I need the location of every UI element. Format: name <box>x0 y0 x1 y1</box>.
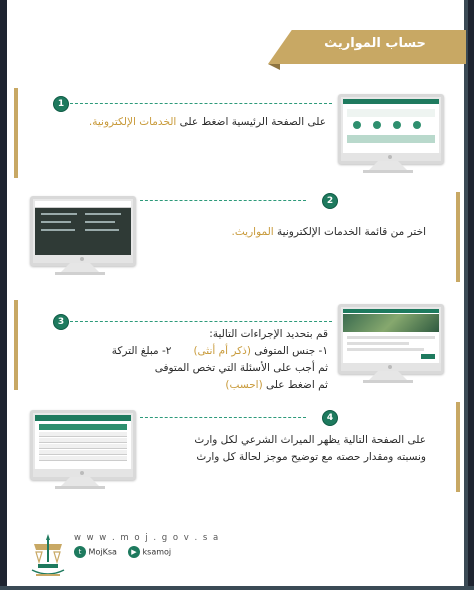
left-edge <box>0 0 7 590</box>
step2-text <box>150 224 426 241</box>
step3-line1: قم بتحديد الإجراءات التالية: <box>209 328 328 340</box>
step4-text <box>140 432 426 466</box>
step3-screen <box>343 309 439 363</box>
step4-number: 4 <box>322 410 338 426</box>
bottom-strip <box>0 586 474 590</box>
step2-connector <box>140 200 306 201</box>
step4-base <box>55 486 105 489</box>
step1-text-plain: على الصفحة الرئيسية اضغط على <box>176 116 326 128</box>
ministry-logo <box>28 530 68 582</box>
step3-bar <box>14 300 18 390</box>
step4-screen <box>35 415 131 469</box>
step2-number: 2 <box>322 193 338 209</box>
step2-text-highlight: المواريث. <box>231 226 274 238</box>
step2-screen <box>35 201 131 255</box>
step3-number: 3 <box>53 314 69 330</box>
step1-bar <box>14 88 18 178</box>
step4-line2: ونسبته ومقدار حصته مع توضيح موجز لحالة كل وارث <box>196 451 426 463</box>
step1-text <box>60 114 326 131</box>
step3-line4-highlight: (احسب) <box>225 379 263 391</box>
step3-text <box>60 326 328 394</box>
step2-text-plain: اختر من قائمة الخدمات الإلكترونية <box>273 226 426 238</box>
title-banner-fold <box>268 64 280 70</box>
step3-line2a-highlight: (ذكر أم أنثى) <box>193 345 251 357</box>
step1-monitor <box>338 94 444 164</box>
step1-base <box>363 170 413 173</box>
step3-base <box>363 380 413 383</box>
step3-line3: ثم أجب على الأسئلة التي تخص المتوفى <box>154 362 328 374</box>
right-edge <box>468 0 474 590</box>
step3-line4-plain: ثم اضغط على <box>262 379 328 391</box>
step4-connector <box>140 417 306 418</box>
step4-line1: على الصفحة التالية يظهر الميراث الشرعي لكل وارث <box>194 434 426 446</box>
page-title: حساب المواريث <box>324 36 426 51</box>
step2-base <box>55 272 105 275</box>
step3-monitor <box>338 304 444 374</box>
step2-bar <box>456 192 460 282</box>
step3-line2b: ٢- مبلغ التركة <box>111 345 172 357</box>
youtube-handle[interactable]: ksamoj <box>142 547 172 557</box>
step4-monitor <box>30 410 136 480</box>
step3-line2 <box>60 343 328 360</box>
twitter-icon[interactable]: t <box>74 546 86 558</box>
step3-connector <box>70 321 332 322</box>
twitter-handle[interactable]: MojKsa <box>88 547 117 557</box>
youtube-icon[interactable]: ▶ <box>128 546 140 558</box>
footer-url[interactable]: w w w . m o j . g o v . s a <box>74 533 220 543</box>
step3-line4 <box>60 377 328 394</box>
step1-text-highlight: الخدمات الإلكترونية. <box>88 116 177 128</box>
step3-line2a: ١- جنس المتوفى <box>250 345 328 357</box>
step2-monitor <box>30 196 136 266</box>
step1-connector <box>70 103 332 104</box>
step4-bar <box>456 402 460 492</box>
footer-social <box>74 546 171 558</box>
step1-screen <box>343 99 439 153</box>
step1-number: 1 <box>53 96 69 112</box>
